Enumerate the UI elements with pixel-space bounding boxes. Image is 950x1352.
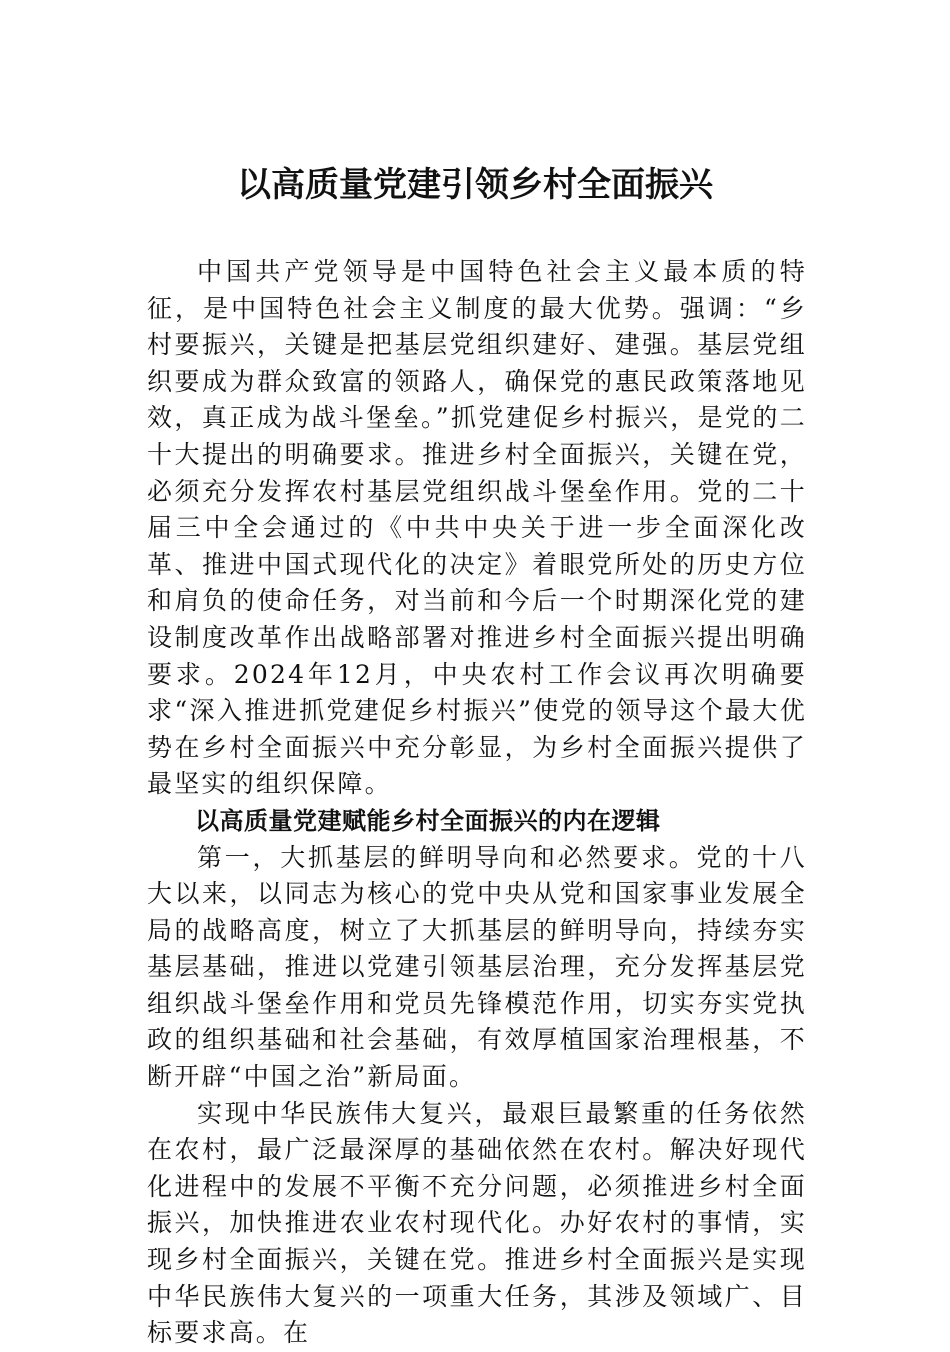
intro-paragraph: 中国共产党领导是中国特色社会主义最本质的特征，是中国特色社会主义制度的最大优势。强调：“乡村要振兴，关键是把基层党组织建好、建强。基层党组织要成为群众致富的领路人，确保党的惠民政策落地见效，真正成为战斗堡垒。”抓党建促乡村振兴，是党的二十大提出的明确要求。推进乡村全面振兴，关键在党，必须充分发挥农村基层党组织战斗堡垒作用。党的二十届三中全会通过的《中共中央关于进一步全面深化改革、推进中国式现代化的决定》着眼党所处的历史方位和肩负的使命任务，对当前和今后一个时期深化党的建设制度改革作出战略部署对推进乡村全面振兴提出明确要求。2024年12月，中央农村工作会议再次明确要求“深入推进抓党建促乡村振兴”使党的领导这个最大优势在乡村全面振兴中充分彰显，为乡村全面振兴提供了最坚实的组织保障。 [147,257,807,799]
section-paragraph-1: 第一，大抓基层的鲜明导向和必然要求。党的十八大以来，以同志为核心的党中央从党和国家事业发展全局的战略高度，树立了大抓基层的鲜明导向，持续夯实基层基础，推进以党建引领基层治理，充分发挥基层党组织战斗堡垒作用和党员先锋模范作用，切实夯实党执政的组织基础和社会基础，有效厚植国家治理根基，不断开辟“中国之治”新局面。 [147,842,807,1092]
section-paragraph-2: 实现中华民族伟大复兴，最艰巨最繁重的任务依然在农村，最广泛最深厚的基础依然在农村。解决好现代化进程中的发展不平衡不充分问题，必须推进乡村全面振兴，加快推进农业农村现代化。办好农村的事情，实现乡村全面振兴，关键在党。推进乡村全面振兴是实现中华民族伟大复兴的一项重大任务，其涉及领域广、目标要求高。在 [147,1098,807,1348]
section-heading: 以高质量党建赋能乡村全面振兴的内在逻辑 [195,806,661,835]
document-title: 以高质量党建引领乡村全面振兴 [237,165,713,205]
document-body [147,254,807,1352]
